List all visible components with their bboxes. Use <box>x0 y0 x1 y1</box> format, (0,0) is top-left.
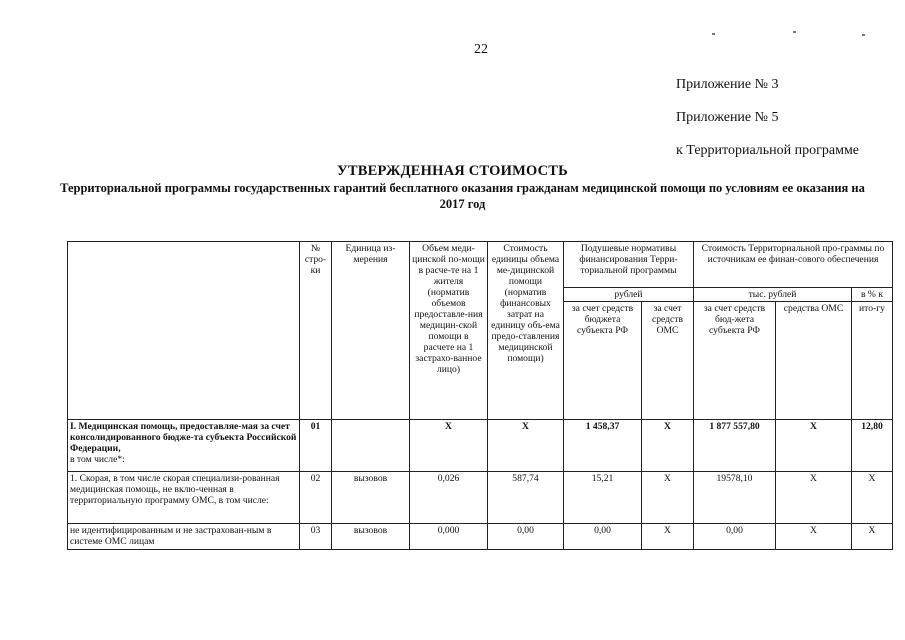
scan-speck <box>712 33 715 35</box>
row-tc-budget: 1 877 557,80 <box>694 420 776 472</box>
row-no: 02 <box>300 472 332 524</box>
row-volume: 0,026 <box>410 472 488 524</box>
header-budget-2: за счет средств бюд-жета субъекта РФ <box>694 302 776 420</box>
row-percent: 12,80 <box>852 420 893 472</box>
header-oms-2: средства ОМС <box>776 302 852 420</box>
row-no: 01 <box>300 420 332 472</box>
header-unit: Единица из-мерения <box>332 242 410 420</box>
row-tc-budget: 0,00 <box>694 524 776 550</box>
row-cost: 587,74 <box>488 472 564 524</box>
row-unit: вызовов <box>332 524 410 550</box>
row-tc-oms: X <box>776 472 852 524</box>
page-number: 22 <box>474 42 488 57</box>
row-percent: X <box>852 524 893 550</box>
row-cost: X <box>488 420 564 472</box>
row-unit <box>332 420 410 472</box>
table-row <box>68 420 893 472</box>
row-pc-budget: 0,00 <box>564 524 642 550</box>
scan-speck <box>793 31 796 33</box>
row-pc-budget: 15,21 <box>564 472 642 524</box>
table-row <box>68 524 893 550</box>
appendix-line-1: Приложение № 3 <box>676 77 779 92</box>
header-volume: Объем меди-цинской по-мощи в расче-те на 1 жителя (норматив объемов предоставле-ния медицин-ской помощи в расчете на 1 застрахо-ванное лицо) <box>410 242 488 420</box>
row-name <box>68 420 300 472</box>
row-pc-oms: X <box>642 472 694 524</box>
row-name: не идентифицированным и не застрахован-ным в системе ОМС лицам <box>68 524 300 550</box>
header-cost: Стоимость единицы объема ме-дицинской помощи (норматив финансовых затрат на единицу объ-ема предо-ставления медицинской помощи) <box>488 242 564 420</box>
document-subtitle: Территориальной программы государственных гарантий бесплатного оказания гражданам медицинской помощи по условиям ее оказания на 2017 год <box>60 181 865 211</box>
row-volume: X <box>410 420 488 472</box>
row-tc-oms: X <box>776 524 852 550</box>
document-title: УТВЕРЖДЕННАЯ СТОИМОСТЬ <box>337 163 568 179</box>
header-percent: в % к <box>852 288 893 302</box>
header-name-cell <box>68 242 300 420</box>
row-no: 03 <box>300 524 332 550</box>
row-percent: X <box>852 472 893 524</box>
header-row-no: № стро-ки <box>300 242 332 420</box>
row-unit: вызовов <box>332 472 410 524</box>
appendix-line-3: к Территориальной программе <box>676 143 860 158</box>
table-row <box>68 472 893 524</box>
row-pc-budget: 1 458,37 <box>564 420 642 472</box>
header-total: ито-гу <box>852 302 893 420</box>
header-program-cost: Стоимость Территориальной про-граммы по источникам ее финан-сового обеспечения <box>694 242 893 288</box>
appendix-line-2: Приложение № 5 <box>676 110 779 125</box>
header-oms: за счет средств ОМС <box>642 302 694 420</box>
header-budget: за счет средств бюджета субъекта РФ <box>564 302 642 420</box>
header-rubles: рублей <box>564 288 694 302</box>
row-name-suffix: в том числе*: <box>70 454 125 465</box>
row-tc-budget: 19578,10 <box>694 472 776 524</box>
scan-speck <box>862 34 865 36</box>
row-tc-oms: X <box>776 420 852 472</box>
row-volume: 0,000 <box>410 524 488 550</box>
header-thousand-rubles: тыс. рублей <box>694 288 852 302</box>
row-name-bold: I. Медицинская помощь, предоставляе-мая за счет консолидированного бюдже-та субъекта Российской Федерации, <box>70 421 297 454</box>
row-name: 1. Скорая, в том числе скорая специализи-рованная медицинская помощь, не вклю-ченная в территориальную программу ОМС, в том числе: <box>68 472 300 524</box>
row-cost: 0,00 <box>488 524 564 550</box>
row-pc-oms: X <box>642 524 694 550</box>
header-per-capita: Подушевые нормативы финансирования Терри-ториальной программы <box>564 242 694 288</box>
cost-table <box>67 241 893 550</box>
row-pc-oms: X <box>642 420 694 472</box>
